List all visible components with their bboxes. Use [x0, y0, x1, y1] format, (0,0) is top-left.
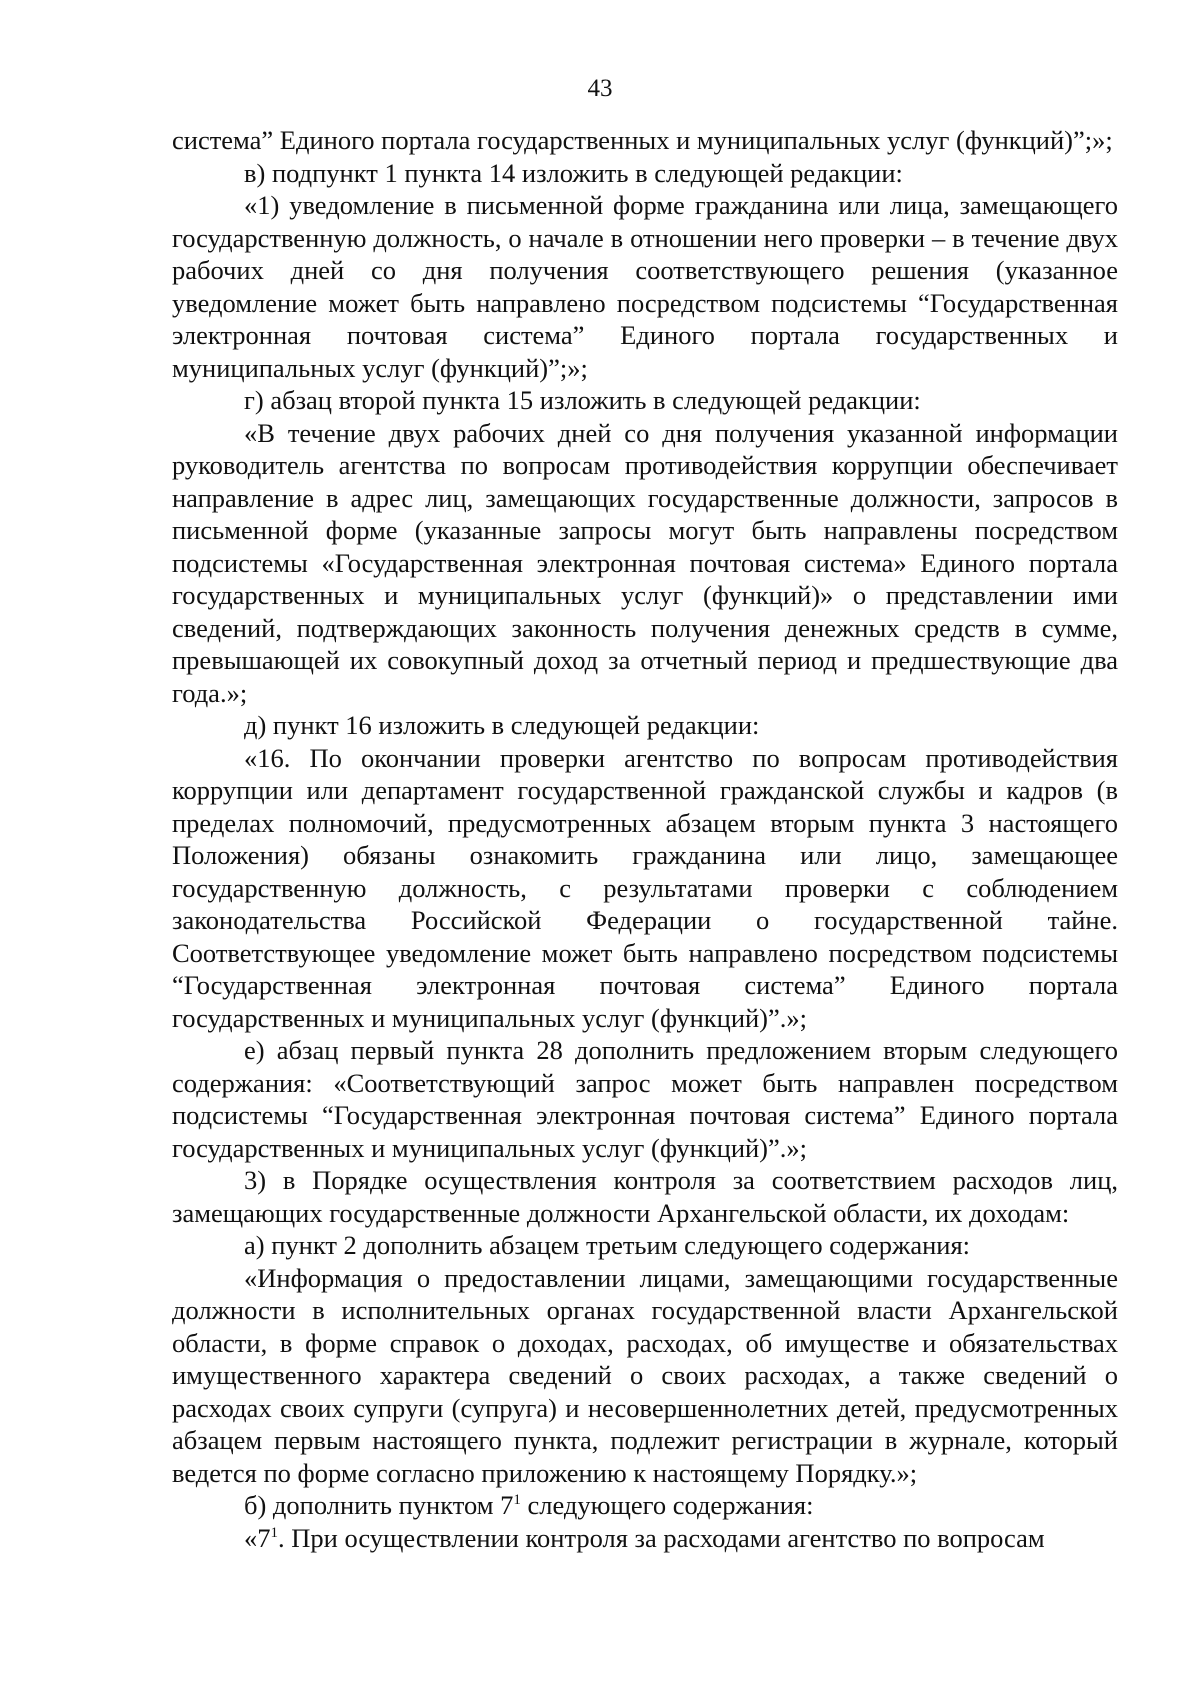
- paragraph-item-b-text-end: следующего содержания:: [520, 1490, 814, 1520]
- document-body: [172, 124, 1118, 1554]
- paragraph-item-3: 3) в Порядке осуществления контроля за соответствием расходов лиц, замещающих государственные должности Архангельской области, их доходам:: [172, 1165, 1118, 1228]
- paragraph-continuation: система” Единого портала государственных и муниципальных услуг (функций)”;»;: [172, 125, 1113, 155]
- paragraph-item-e: е) абзац первый пункта 28 дополнить предложением вторым следующего содержания: «Соответствующий запрос может быть направлен посредством подсистемы “Государственная электронная почтовая система” Единого портала государственных и муниципальных услуг (функций)”.»;: [172, 1035, 1118, 1163]
- paragraph-item-v: в) подпункт 1 пункта 14 изложить в следующей редакции:: [244, 157, 903, 188]
- page-number: 43: [587, 75, 613, 102]
- paragraph-quote-2: «В течение двух рабочих дней со дня получения указанной информации руководитель агентства по вопросам противодействия коррупции обеспечивает направление в адрес лиц, замещающих государственные должности, запросов в письменной форме (указанные запросы могут быть направлены посредством подсистемы «Государственная электронная почтовая система» Единого портала государственных и муниципальных услуг (функций)» о представлении ими сведений, подтверждающих законность получения денежных средств в сумме, превышающей их совокупный доход за отчетный период и предшествующие два года.»;: [172, 417, 1118, 708]
- superscript: 1: [513, 1492, 521, 1508]
- paragraph-quote-4: «Информация о предоставлении лицами, замещающими государственные должности в исполнительных органах государственной власти Архангельской области, в форме справок о доходах, расходах, об имуществе и обязательствах имущественного характера сведений о своих расходах, а также сведений о расходах своих супруги (супруга) и несовершеннолетних детей, предусмотренных абзацем первым настоящего пункта, подлежит регистрации в журнале, который ведется по форме согласно приложению к настоящему Порядку.»;: [172, 1262, 1118, 1488]
- paragraph-item-g: г) абзац второй пункта 15 изложить в следующей редакции:: [244, 385, 921, 415]
- paragraph-quote-3: «16. По окончании проверки агентство по вопросам противодействия коррупции или департамент государственной гражданской службы и кадров (в пределах полномочий, предусмотренных абзацем вторым пункта 3 настоящего Положения) обязаны ознакомить гражданина или лицо, замещающее государственную должность, с результатами проверки с соблюдением законодательства Российской Федерации о государственной тайне. Соответствующее уведомление может быть направлено посредством подсистемы “Государственная электронная почтовая система” Единого портала государственных и муниципальных услуг (функций)”.»;: [172, 742, 1118, 1033]
- superscript: 1: [270, 1524, 278, 1541]
- paragraph-quote-5: [172, 1522, 1118, 1555]
- paragraph-item-a: а) пункт 2 дополнить абзацем третьим следующего содержания:: [244, 1230, 971, 1260]
- paragraph-item-d: д) пункт 16 изложить в следующей редакции:: [244, 710, 760, 740]
- paragraph-quote-1: «1) уведомление в письменной форме гражданина или лица, замещающего государственную должность, о начале в отношении него проверки – в течение двух рабочих дней со дня получения соответствующего решения (указанное уведомление может быть направлено посредством подсистемы “Государственная электронная почтовая система” Единого портала государственных и муниципальных услуг (функций)”;»;: [172, 190, 1118, 383]
- paragraph-quote-5-text-end: . При осуществлении контроля за расходами агентство по вопросам: [278, 1522, 1045, 1553]
- paragraph-quote-5-text: «7: [244, 1522, 271, 1553]
- paragraph-item-b: [172, 1489, 1118, 1522]
- paragraph-item-b-text: б) дополнить пунктом 7: [244, 1490, 514, 1520]
